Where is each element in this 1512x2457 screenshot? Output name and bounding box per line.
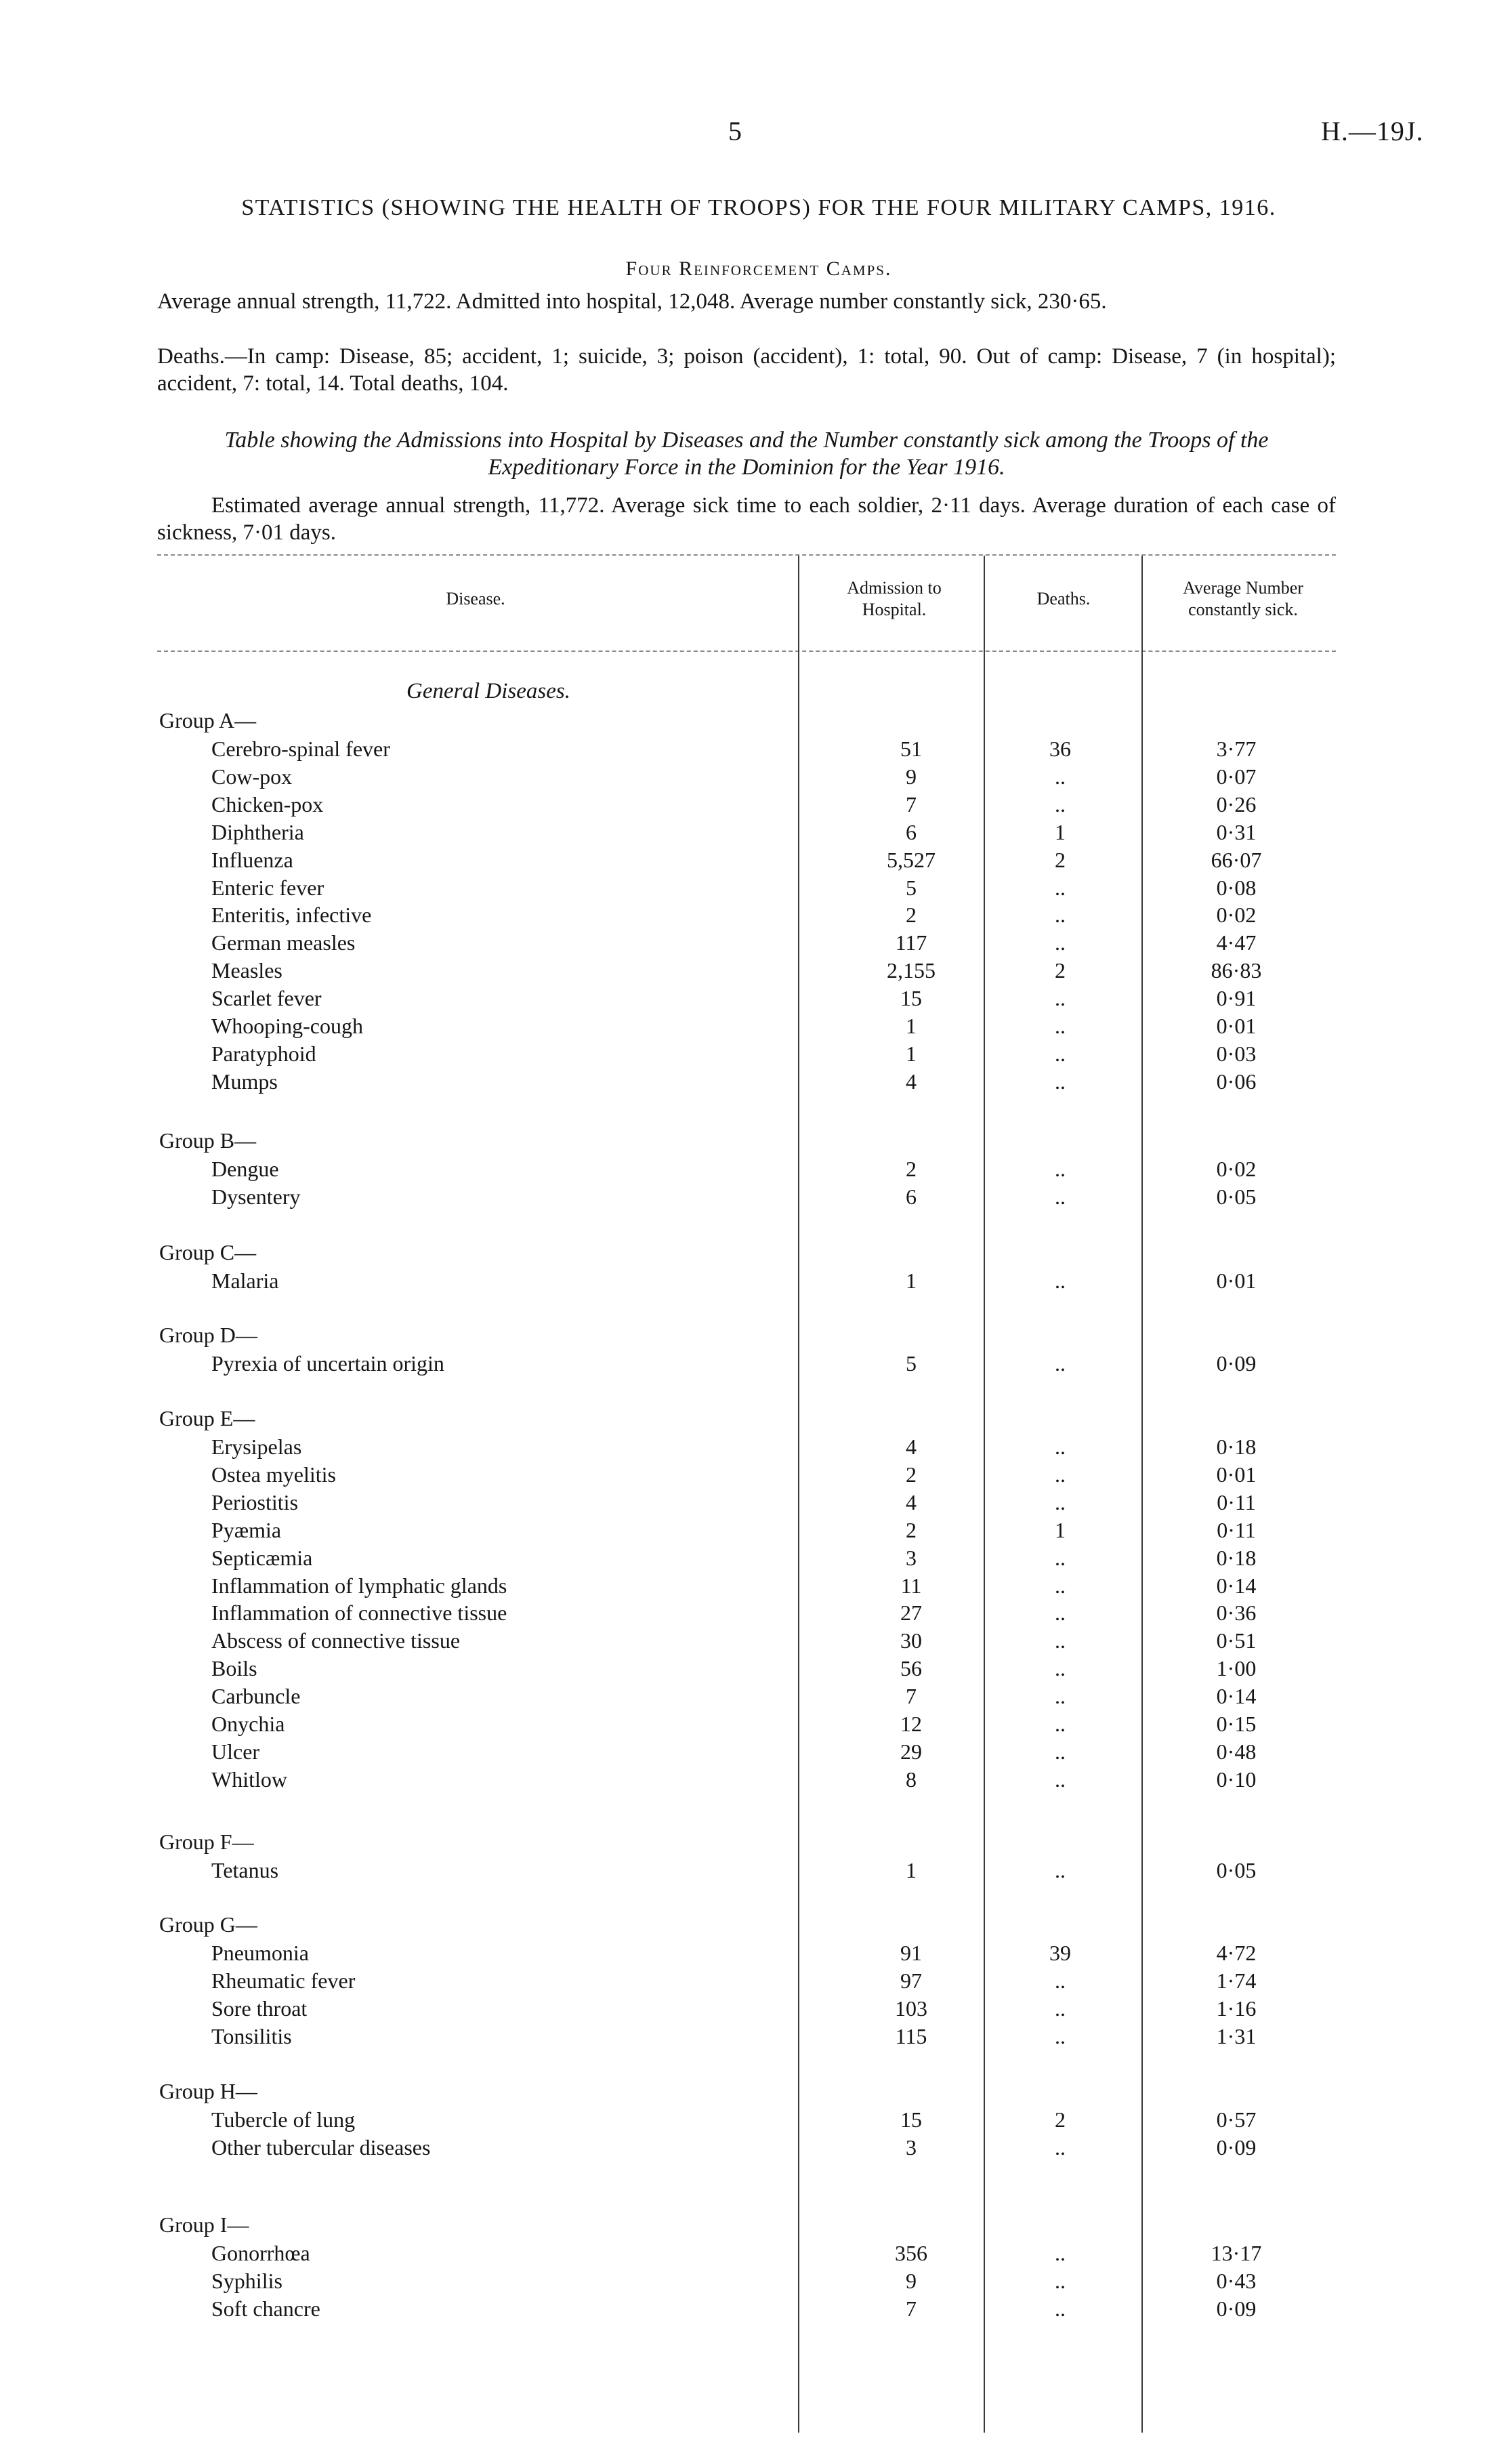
table-row [0,1601,1512,1629]
table-row [0,2269,1512,2297]
admission-cell: 4 [906,1434,917,1459]
admission-cell: 6 [906,819,917,844]
admission-cell: 2 [906,1517,917,1542]
disease-name: Enteric fever [211,875,324,900]
table-row [0,1941,1512,1969]
admission-cell: 115 [895,2023,927,2048]
table-row [0,1858,1512,1886]
average-sick-cell: 0·11 [1217,1517,1256,1542]
deaths-cell: .. [1055,1684,1066,1709]
disease-name: Onychia [211,1712,285,1736]
admission-cell: 29 [900,1739,922,1764]
summary-deaths: Deaths.—In camp: Disease, 85; accident, 1; suicide, 3; poison (accident), 1: total, 90. Out of camp: Disease, 7 (in hospital); accident, 7: total, 14. Total deaths, 104. [157,344,1336,396]
table-row [0,2296,1512,2325]
table-row [0,1968,1512,1997]
average-sick-cell: 0·08 [1216,875,1257,900]
deaths-cell: .. [1055,1351,1066,1376]
disease-name: Cerebro-spinal fever [211,737,390,761]
deaths-cell: .. [1055,903,1066,928]
table-row [0,737,1512,765]
average-sick-cell: 0·43 [1216,2268,1257,2293]
table-row [0,1712,1512,1740]
disease-name: Tubercle of lung [211,2107,356,2132]
deaths-cell: 1 [1055,1517,1066,1542]
column-header-average: Average Number constantly sick. [1183,578,1303,619]
average-sick-cell: 0·10 [1216,1767,1257,1792]
disease-name: Mumps [211,1069,278,1094]
admission-cell: 1 [906,1268,917,1293]
table-row [0,875,1512,904]
deaths-cell: .. [1055,1545,1066,1570]
admission-cell: 3 [906,2134,917,2160]
admission-cell: 9 [906,2268,917,2293]
deaths-cell: .. [1055,1157,1066,1181]
deaths-cell: .. [1055,791,1066,817]
deaths-cell: .. [1055,986,1066,1011]
table-row [0,2135,1512,2164]
table-row [0,792,1512,821]
table-row [0,1157,1512,1185]
admission-cell: 2,155 [887,958,936,983]
table-row [0,930,1512,959]
admission-cell: 5,527 [887,847,936,872]
average-sick-cell: 0·26 [1216,791,1257,817]
deaths-cell: .. [1055,1462,1066,1487]
group-label: Group G— [159,1912,257,1937]
table-row [0,1014,1512,1042]
average-sick-cell: 0·09 [1216,1351,1257,1376]
disease-name: Diphtheria [211,819,304,844]
disease-name: Septicæmia [211,1545,313,1570]
average-sick-cell: 0·15 [1216,1712,1257,1736]
average-sick-cell: 86·83 [1211,958,1262,983]
average-sick-cell: 0·91 [1216,986,1257,1011]
average-sick-cell: 0·14 [1216,1684,1257,1709]
disease-name: Enteritis, infective [211,903,372,928]
average-sick-cell: 0·31 [1216,819,1257,844]
average-sick-cell: 0·36 [1216,1601,1257,1626]
table-row [0,2107,1512,2136]
group-label: Group I— [159,2212,249,2237]
deaths-cell: .. [1055,930,1066,955]
document-reference: H.—19J. [1321,116,1424,146]
admission-cell: 4 [906,1069,917,1094]
disease-name: Dengue [211,1157,279,1181]
table-row [0,820,1512,848]
table-row [0,2241,1512,2269]
admission-cell: 91 [900,1941,922,1965]
admission-cell: 7 [906,2296,917,2321]
disease-name: Tonsilitis [211,2023,292,2048]
disease-name: Boils [211,1656,257,1681]
group-label: Group D— [159,1323,257,1347]
average-sick-cell: 0·05 [1216,1858,1257,1882]
table-row [0,764,1512,793]
deaths-cell: .. [1055,1184,1066,1209]
admission-cell: 5 [906,875,917,900]
average-sick-cell: 0·03 [1216,1041,1257,1066]
disease-name: Carbuncle [211,1684,301,1709]
deaths-cell: .. [1055,1434,1066,1459]
deaths-cell: .. [1055,1968,1066,1993]
deaths-cell: .. [1055,1489,1066,1514]
disease-name: Ulcer [211,1739,260,1764]
admission-cell: 2 [906,903,917,928]
table-row [0,1996,1512,2025]
average-sick-cell: 4·72 [1216,1941,1257,1965]
deaths-cell: .. [1055,1601,1066,1626]
table-row [0,1573,1512,1602]
deaths-cell: .. [1055,1712,1066,1736]
disease-name: Dysentery [211,1184,301,1209]
table-row [0,1434,1512,1463]
table-row [0,1268,1512,1297]
average-sick-cell: 3·77 [1216,737,1257,761]
deaths-cell: .. [1055,1573,1066,1598]
deaths-cell: 2 [1055,958,1066,983]
average-sick-cell: 4·47 [1216,930,1257,955]
deaths-cell: .. [1055,1767,1066,1792]
admission-cell: 30 [900,1628,922,1653]
disease-name: Pyrexia of uncertain origin [211,1351,444,1376]
section-title: General Diseases. [406,679,570,703]
average-sick-cell: 0·09 [1216,2134,1257,2160]
admission-cell: 103 [895,1996,927,2021]
table-row [0,1739,1512,1768]
disease-name: Inflammation of connective tissue [211,1601,507,1626]
group-label: Group H— [159,2079,257,2103]
deaths-cell: .. [1055,2023,1066,2048]
table-top-rule [157,554,1336,556]
deaths-cell: .. [1055,1739,1066,1764]
group-label: Group A— [159,708,257,732]
deaths-cell: .. [1055,1268,1066,1293]
table-row [0,848,1512,876]
disease-name: Influenza [211,847,293,872]
group-label: Group B— [159,1128,257,1153]
group-label: Group E— [159,1406,255,1430]
admission-cell: 5 [906,1351,917,1376]
table-row [0,1767,1512,1796]
admission-cell: 356 [895,2241,927,2265]
deaths-cell: .. [1055,2296,1066,2321]
deaths-cell: .. [1055,1656,1066,1681]
average-sick-cell: 0·07 [1216,764,1257,789]
admission-cell: 1 [906,1014,917,1038]
table-header-rule [157,651,1336,652]
disease-name: Other tubercular diseases [211,2134,431,2160]
admission-cell: 3 [906,1545,917,1570]
admission-cell: 7 [906,791,917,817]
group-label: Group F— [159,1830,254,1854]
column-header-deaths: Deaths. [1036,589,1091,608]
disease-name: German measles [211,930,356,955]
page-title: STATISTICS (SHOWING THE HEALTH OF TROOPS) FOR THE FOUR MILITARY CAMPS, 1916. [241,195,1276,220]
average-sick-cell: 0·51 [1216,1628,1257,1653]
average-sick-cell: 0·01 [1216,1268,1257,1293]
estimate-paragraph: Estimated average annual strength, 11,772. Average sick time to each soldier, 2·11 days. Average duration of each case of sickness, 7·01 days. [157,493,1336,545]
average-sick-cell: 13·17 [1211,2241,1262,2265]
disease-name: Malaria [211,1268,279,1293]
deaths-cell: .. [1055,2241,1066,2265]
disease-name: Gonorrhœa [211,2241,310,2265]
deaths-cell: .. [1055,875,1066,900]
admission-cell: 11 [900,1573,922,1598]
admission-cell: 2 [906,1157,917,1181]
deaths-cell: .. [1055,1041,1066,1066]
average-sick-cell: 0·09 [1216,2296,1257,2321]
table-row [0,903,1512,931]
table-row [0,958,1512,987]
disease-name: Abscess of connective tissue [211,1628,461,1653]
summary-strength: Average annual strength, 11,722. Admitted into hospital, 12,048. Average number constantly sick, 230·65. [157,289,1107,314]
admission-cell: 4 [906,1489,917,1514]
disease-name: Scarlet fever [211,986,322,1011]
average-sick-cell: 66·07 [1211,847,1262,872]
table-row [0,1656,1512,1685]
admission-cell: 8 [906,1767,917,1792]
deaths-cell: .. [1055,1069,1066,1094]
page-number: 5 [728,116,742,146]
average-sick-cell: 0·11 [1217,1489,1256,1514]
deaths-cell: .. [1055,2268,1066,2293]
disease-name: Pneumonia [211,1941,309,1965]
column-header-disease: Disease. [446,589,505,608]
deaths-cell: 36 [1049,737,1071,761]
admission-cell: 7 [906,1684,917,1709]
table-caption: Table showing the Admissions into Hospital by Diseases and the Number constantly sick among the Troops of the Expeditionary Force in the Dominion for the Year 1916. [224,428,1269,480]
average-sick-cell: 1·31 [1216,2023,1257,2048]
admission-cell: 56 [900,1656,922,1681]
table-row [0,1069,1512,1098]
disease-name: Sore throat [211,1996,308,2021]
admission-cell: 97 [900,1968,922,1993]
table-row [0,1351,1512,1380]
admission-cell: 15 [900,2107,922,2132]
admission-cell: 2 [906,1462,917,1487]
deaths-cell: 2 [1055,847,1066,872]
disease-name: Pyæmia [211,1517,282,1542]
disease-name: Rheumatic fever [211,1968,356,1993]
table-row [0,1184,1512,1213]
admission-cell: 1 [906,1858,917,1882]
admission-cell: 15 [900,986,922,1011]
average-sick-cell: 0·01 [1216,1014,1257,1038]
deaths-cell: .. [1055,1014,1066,1038]
admission-cell: 51 [900,737,922,761]
average-sick-cell: 0·02 [1216,903,1257,928]
table-row [0,1628,1512,1657]
disease-name: Chicken-pox [211,791,324,817]
deaths-cell: 1 [1055,819,1066,844]
deaths-cell: .. [1055,764,1066,789]
disease-name: Syphilis [211,2268,282,2293]
page-subtitle: Four Reinforcement Camps. [625,257,892,280]
disease-name: Erysipelas [211,1434,302,1459]
disease-name: Cow-pox [211,764,293,789]
disease-name: Whitlow [211,1767,287,1792]
admission-cell: 117 [895,930,927,955]
average-sick-cell: 1·00 [1216,1656,1257,1681]
table-row [0,1684,1512,1712]
disease-name: Soft chancre [211,2296,320,2321]
average-sick-cell: 0·18 [1216,1434,1257,1459]
group-label: Group C— [159,1240,257,1264]
disease-name: Measles [211,958,282,983]
admission-cell: 27 [900,1601,922,1626]
table-row [0,986,1512,1014]
average-sick-cell: 1·74 [1216,1968,1257,1993]
disease-name: Inflammation of lymphatic glands [211,1573,507,1598]
average-sick-cell: 0·06 [1216,1069,1257,1094]
admission-cell: 9 [906,764,917,789]
average-sick-cell: 0·05 [1216,1184,1257,1209]
average-sick-cell: 0·01 [1216,1462,1257,1487]
deaths-cell: .. [1055,1628,1066,1653]
average-sick-cell: 0·48 [1216,1739,1257,1764]
disease-name: Whooping-cough [211,1014,363,1038]
deaths-cell: 39 [1049,1941,1071,1965]
column-header-admission: Admission to Hospital. [847,578,942,619]
admission-cell: 12 [900,1712,922,1736]
deaths-cell: .. [1055,1996,1066,2021]
table-row [0,1490,1512,1519]
average-sick-cell: 0·18 [1216,1545,1257,1570]
table-row [0,1546,1512,1574]
deaths-cell: 2 [1055,2107,1066,2132]
table-row [0,1518,1512,1546]
admission-cell: 1 [906,1041,917,1066]
admission-cell: 6 [906,1184,917,1209]
table-row [0,1041,1512,1070]
table-row [0,2024,1512,2052]
average-sick-cell: 1·16 [1216,1996,1257,2021]
table-row [0,1462,1512,1491]
deaths-cell: .. [1055,2134,1066,2160]
average-sick-cell: 0·02 [1216,1157,1257,1181]
disease-name: Tetanus [211,1858,279,1882]
disease-name: Ostea myelitis [211,1462,336,1487]
average-sick-cell: 0·57 [1216,2107,1257,2132]
deaths-cell: .. [1055,1858,1066,1882]
average-sick-cell: 0·14 [1216,1573,1257,1598]
disease-name: Paratyphoid [211,1041,316,1066]
disease-name: Periostitis [211,1489,299,1514]
